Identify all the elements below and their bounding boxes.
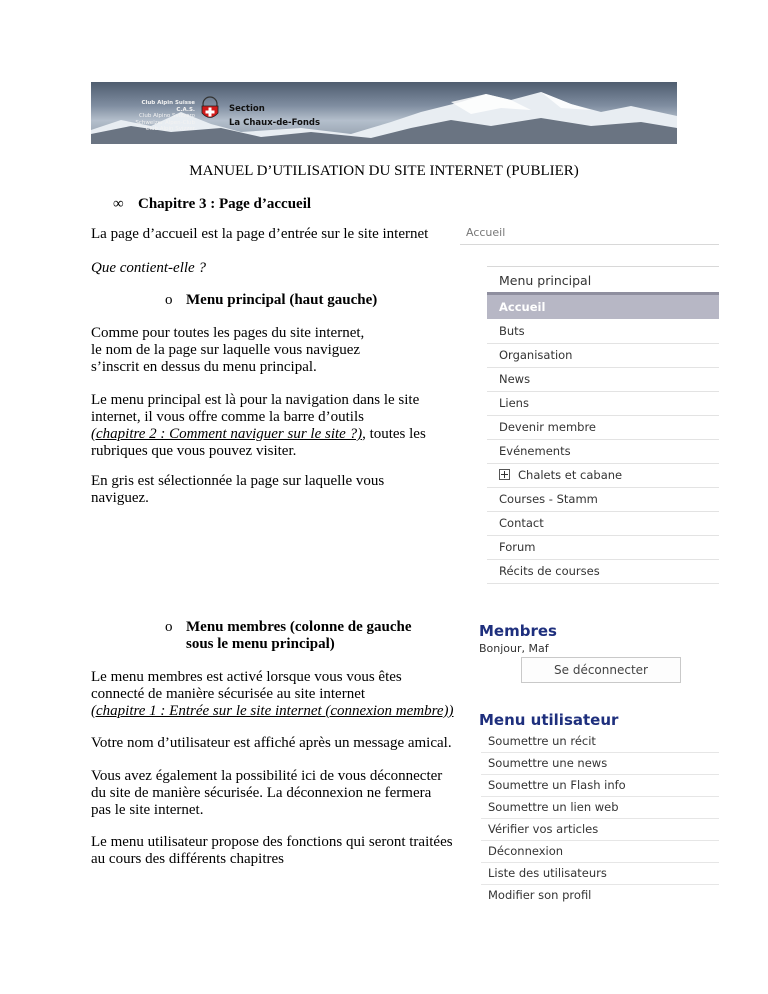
text-line	[91, 426, 426, 443]
swiss-shield-logo-icon	[199, 96, 221, 122]
nav-item-label: Accueil	[499, 300, 546, 314]
members-greeting: Bonjour, Maf	[479, 642, 549, 655]
main-menu-title: Menu principal	[499, 273, 592, 288]
expand-plus-icon[interactable]	[499, 469, 510, 480]
section2-paragraph3	[91, 768, 442, 819]
user-menu-item-label: Déconnexion	[488, 844, 564, 858]
text-line: Vous avez également la possibilité ici de vous déconnecter	[91, 768, 443, 784]
club-line: Schweizer Alpen-Club	[135, 119, 195, 126]
text-line: En gris est sélectionnée la page sur laquelle vous	[91, 473, 385, 489]
question-text: Que contient-elle ?	[91, 260, 206, 276]
user-menu-item-deconnexion[interactable]	[481, 841, 719, 863]
text-line: le nom de la page sur laquelle vous naviguez	[91, 342, 361, 358]
user-menu-item-verifier-articles[interactable]	[481, 819, 719, 841]
text-line: au cours des différents chapitres	[91, 851, 284, 867]
members-title: Membres	[479, 622, 557, 640]
text-line: Le menu membres est activé lorsque vous vous êtes	[91, 669, 402, 685]
section1-paragraph3	[91, 473, 384, 507]
header-banner	[91, 82, 677, 144]
user-menu-item-label: Vérifier vos articles	[488, 822, 599, 836]
nav-item-news[interactable]	[487, 367, 719, 392]
text-line: du site de manière sécurisée. La déconnexion ne fermera	[91, 785, 432, 801]
section2-paragraph1	[91, 669, 454, 720]
text-line: pas le site internet.	[91, 802, 204, 818]
club-line: Club Alpin Svizzer	[145, 126, 195, 132]
section-label: Section	[229, 104, 265, 114]
text-line: s’inscrit en dessus du menu principal.	[91, 359, 317, 375]
nav-item-label: Courses - Stamm	[499, 492, 598, 506]
text-line: Le menu principal est là pour la navigation dans le site	[91, 392, 420, 408]
chapter-heading: Chapitre 3 : Page d’accueil	[138, 196, 312, 212]
section1-bullet: o	[165, 292, 173, 308]
user-menu-item-label: Soumettre un Flash info	[488, 778, 626, 792]
text-line: Comme pour toutes les pages du site internet,	[91, 325, 365, 341]
user-menu-item-soumettre-lien-web[interactable]	[481, 797, 719, 819]
breadcrumb[interactable]: Accueil	[466, 226, 506, 239]
user-menu-item-liste-utilisateurs[interactable]	[481, 863, 719, 885]
nav-item-label: Liens	[499, 396, 529, 410]
intro-text: La page d’accueil est la page d’entrée sur le site internet	[91, 226, 429, 242]
section1-paragraph1	[91, 325, 364, 376]
logout-button[interactable]: Se déconnecter	[521, 657, 681, 683]
user-menu-item-modifier-profil[interactable]	[481, 885, 719, 906]
nav-item-accueil[interactable]	[487, 295, 719, 319]
club-line: Club Alpin Suisse C.A.S.	[141, 100, 195, 113]
nav-item-label: Récits de courses	[499, 564, 600, 578]
nav-item-forum[interactable]	[487, 535, 719, 560]
nav-item-label: Devenir membre	[499, 420, 597, 434]
heading-line: Menu membres (colonne de gauche	[186, 619, 412, 635]
user-menu-title: Menu utilisateur	[479, 711, 619, 729]
nav-item-organisation[interactable]	[487, 343, 719, 368]
nav-item-label: Forum	[499, 540, 536, 554]
chapter1-link[interactable]: (chapitre 1 : Entrée sur le site internet (connexion membre))	[91, 703, 454, 719]
user-menu-item-soumettre-recit[interactable]	[481, 731, 719, 753]
menu-top-rule	[487, 266, 719, 267]
nav-item-label: Organisation	[499, 348, 573, 362]
club-name-lines	[131, 100, 195, 133]
nav-item-courses-stamm[interactable]	[487, 487, 719, 512]
breadcrumb-divider	[460, 244, 719, 245]
section-name: La Chaux-de-Fonds	[229, 118, 321, 128]
nav-item-label: Chalets et cabane	[518, 468, 623, 482]
nav-item-recits-de-courses[interactable]	[487, 559, 719, 584]
nav-item-label: Contact	[499, 516, 544, 530]
user-menu-item-soumettre-news[interactable]	[481, 753, 719, 775]
section1-heading: Menu principal (haut gauche)	[186, 292, 378, 308]
text-line: connecté de manière sécurisée au site internet	[91, 686, 366, 702]
nav-item-buts[interactable]	[487, 319, 719, 344]
text-fragment: , toutes les	[362, 426, 426, 442]
section2-heading	[186, 619, 412, 653]
heading-line: sous le menu principal)	[186, 636, 335, 652]
nav-item-liens[interactable]	[487, 391, 719, 416]
nav-item-devenir-membre[interactable]	[487, 415, 719, 440]
user-menu-item-label: Soumettre une news	[488, 756, 608, 770]
nav-item-label: Buts	[499, 324, 525, 338]
document-title: MANUEL D’UTILISATION DU SITE INTERNET (PUBLIER)	[189, 163, 579, 179]
section2-paragraph4	[91, 834, 453, 868]
text-line: internet, il vous offre comme la barre d’outils	[91, 409, 364, 425]
club-line: Club Alpino Svizzero	[139, 113, 195, 119]
user-menu-item-label: Soumettre un lien web	[488, 800, 619, 814]
nav-item-label: Evénements	[499, 444, 571, 458]
text-line: naviguez.	[91, 490, 149, 506]
nav-item-chalets-et-cabane[interactable]	[487, 463, 719, 488]
section2-paragraph2: Votre nom d’utilisateur est affiché après un message amical.	[91, 735, 452, 751]
chapter-bullet: ∞	[113, 196, 124, 212]
user-menu-item-label: Modifier son profil	[488, 888, 592, 902]
chapter2-link[interactable]: (chapitre 2 : Comment naviguer sur le site ?)	[91, 426, 363, 442]
nav-item-evenements[interactable]	[487, 439, 719, 464]
nav-item-contact[interactable]	[487, 511, 719, 536]
section2-bullet: o	[165, 619, 173, 635]
nav-item-label: News	[499, 372, 531, 386]
user-menu-item-soumettre-flash-info[interactable]	[481, 775, 719, 797]
text-line: Le menu utilisateur propose des fonctions qui seront traitées	[91, 834, 453, 850]
user-menu-item-label: Soumettre un récit	[488, 734, 596, 748]
user-menu-item-label: Liste des utilisateurs	[488, 866, 607, 880]
section1-paragraph2	[91, 392, 426, 460]
text-line: rubriques que vous pouvez visiter.	[91, 443, 297, 459]
